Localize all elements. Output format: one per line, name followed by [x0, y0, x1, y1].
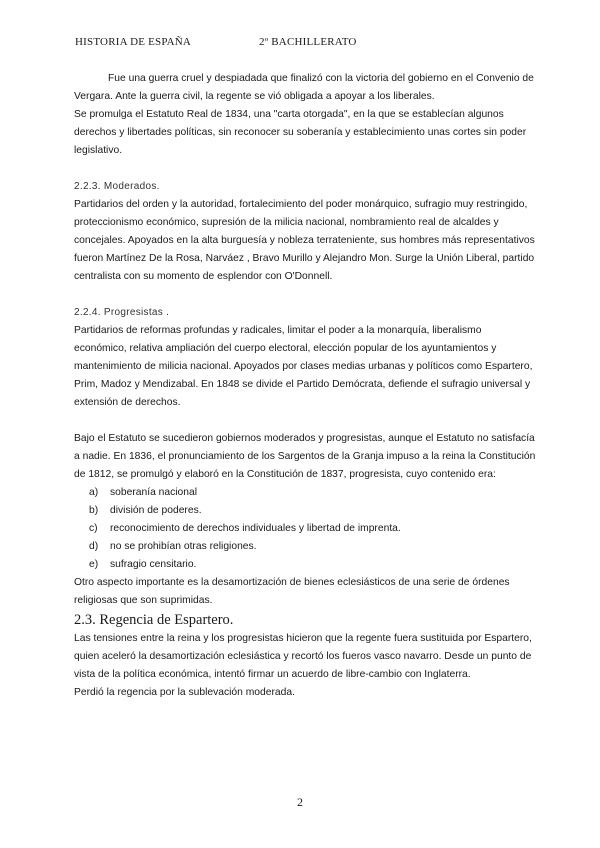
desamortizacion-paragraph: Otro aspecto importante es la desamortización de bienes eclesiásticos de una serie de órdenes religiosas que son suprimidas. — [74, 577, 510, 606]
list-marker: c) — [89, 523, 98, 534]
constitution-list — [74, 484, 536, 574]
section-heading-regencia: 2.3. Regencia de Espartero. — [74, 612, 234, 628]
list-marker: e) — [89, 559, 99, 570]
page-header — [75, 36, 540, 52]
list-item — [74, 484, 536, 502]
regencia-paragraph-2: Perdió la regencia por la sublevación moderada. — [74, 687, 295, 698]
list-item — [74, 538, 536, 556]
regencia-paragraph-1: Las tensiones entre la reina y los progresistas hicieron que la regente fuera sustituida por Espartero, quien aceleró la desamortización eclesiástica y recortó los fueros vasco navarro. Desde un punto de vista de la política económica, intentó firmar un acuerdo de libre-cambio con Inglaterra. — [74, 633, 532, 680]
list-item — [74, 520, 536, 538]
moderados-paragraph: Partidarios del orden y la autoridad, fortalecimiento del poder monárquico, sufragio muy restringido, proteccionismo económico, supresión de la milicia nacional, nombramiento real de alcaldes y concejales. Apoyados en la alta burguesía y nobleza terrateniente, sus hombres más representativos fueron Martínez De la Rosa, Narváez , Bravo Murillo y Alejandro Mon. Surge la Unión Liberal, partido centralista con su momento de esplendor con O'Donnell. — [74, 199, 535, 282]
document-body — [74, 70, 536, 702]
intro-paragraph-1: Fue una guerra cruel y despiadada que finalizó con la victoria del gobierno en el Convenio de Vergara. Ante la guerra civil, la regente se vió obligada a apoyar a los liberales. — [74, 73, 534, 102]
list-item-text: no se prohibían otras religiones. — [110, 541, 257, 552]
header-subject: HISTORIA DE ESPAÑA — [75, 36, 192, 48]
intro-paragraph-2: Se promulga el Estatuto Real de 1834, una "carta otorgada", en la que se establecían algunos derechos y libertades políticas, sin reconocer su soberanía y establecimiento unas cortes sin poder legislativo. — [74, 109, 527, 156]
list-marker: a) — [89, 487, 99, 498]
list-marker: d) — [89, 541, 99, 552]
estatuto-paragraph: Bajo el Estatuto se sucedieron gobiernos moderados y progresistas, aunque el Estatuto no satisfacía a nadie. En 1836, el pronunciamiento de los Sargentos de la Granja impuso a la reina la Constitución de 1812, se promulgó y elaboró en la Constitución de 1837, progresista, cuyo contenido era: — [74, 433, 536, 480]
list-item-text: división de poderes. — [110, 505, 202, 516]
list-item — [74, 556, 536, 574]
progresistas-paragraph: Partidarios de reformas profundas y radicales, limitar el poder a la monarquía, liberalismo económico, relativa ampliación del cuerpo electoral, elección popular de los ayuntamientos y mantenimiento de milicia nacional. Apoyados por clases medias urbanas y políticos como Espartero, Prim, Madoz y Mendizabal. En 1848 se divide el Partido Demócrata, defiende el sufragio universal y extensión de derechos. — [74, 325, 533, 408]
list-item — [74, 502, 536, 520]
section-heading-moderados: 2.2.3. Moderados. — [74, 181, 160, 192]
list-item-text: sufragio censitario. — [110, 559, 197, 570]
section-heading-progresistas: 2.2.4. Progresistas . — [74, 307, 170, 318]
list-item-text: soberanía nacional — [110, 487, 198, 498]
list-item-text: reconocimiento de derechos individuales y libertad de imprenta. — [110, 523, 401, 534]
list-marker: b) — [89, 505, 99, 516]
header-level: 2º BACHILLERATO — [259, 36, 357, 48]
page-number: 2 — [297, 795, 303, 809]
